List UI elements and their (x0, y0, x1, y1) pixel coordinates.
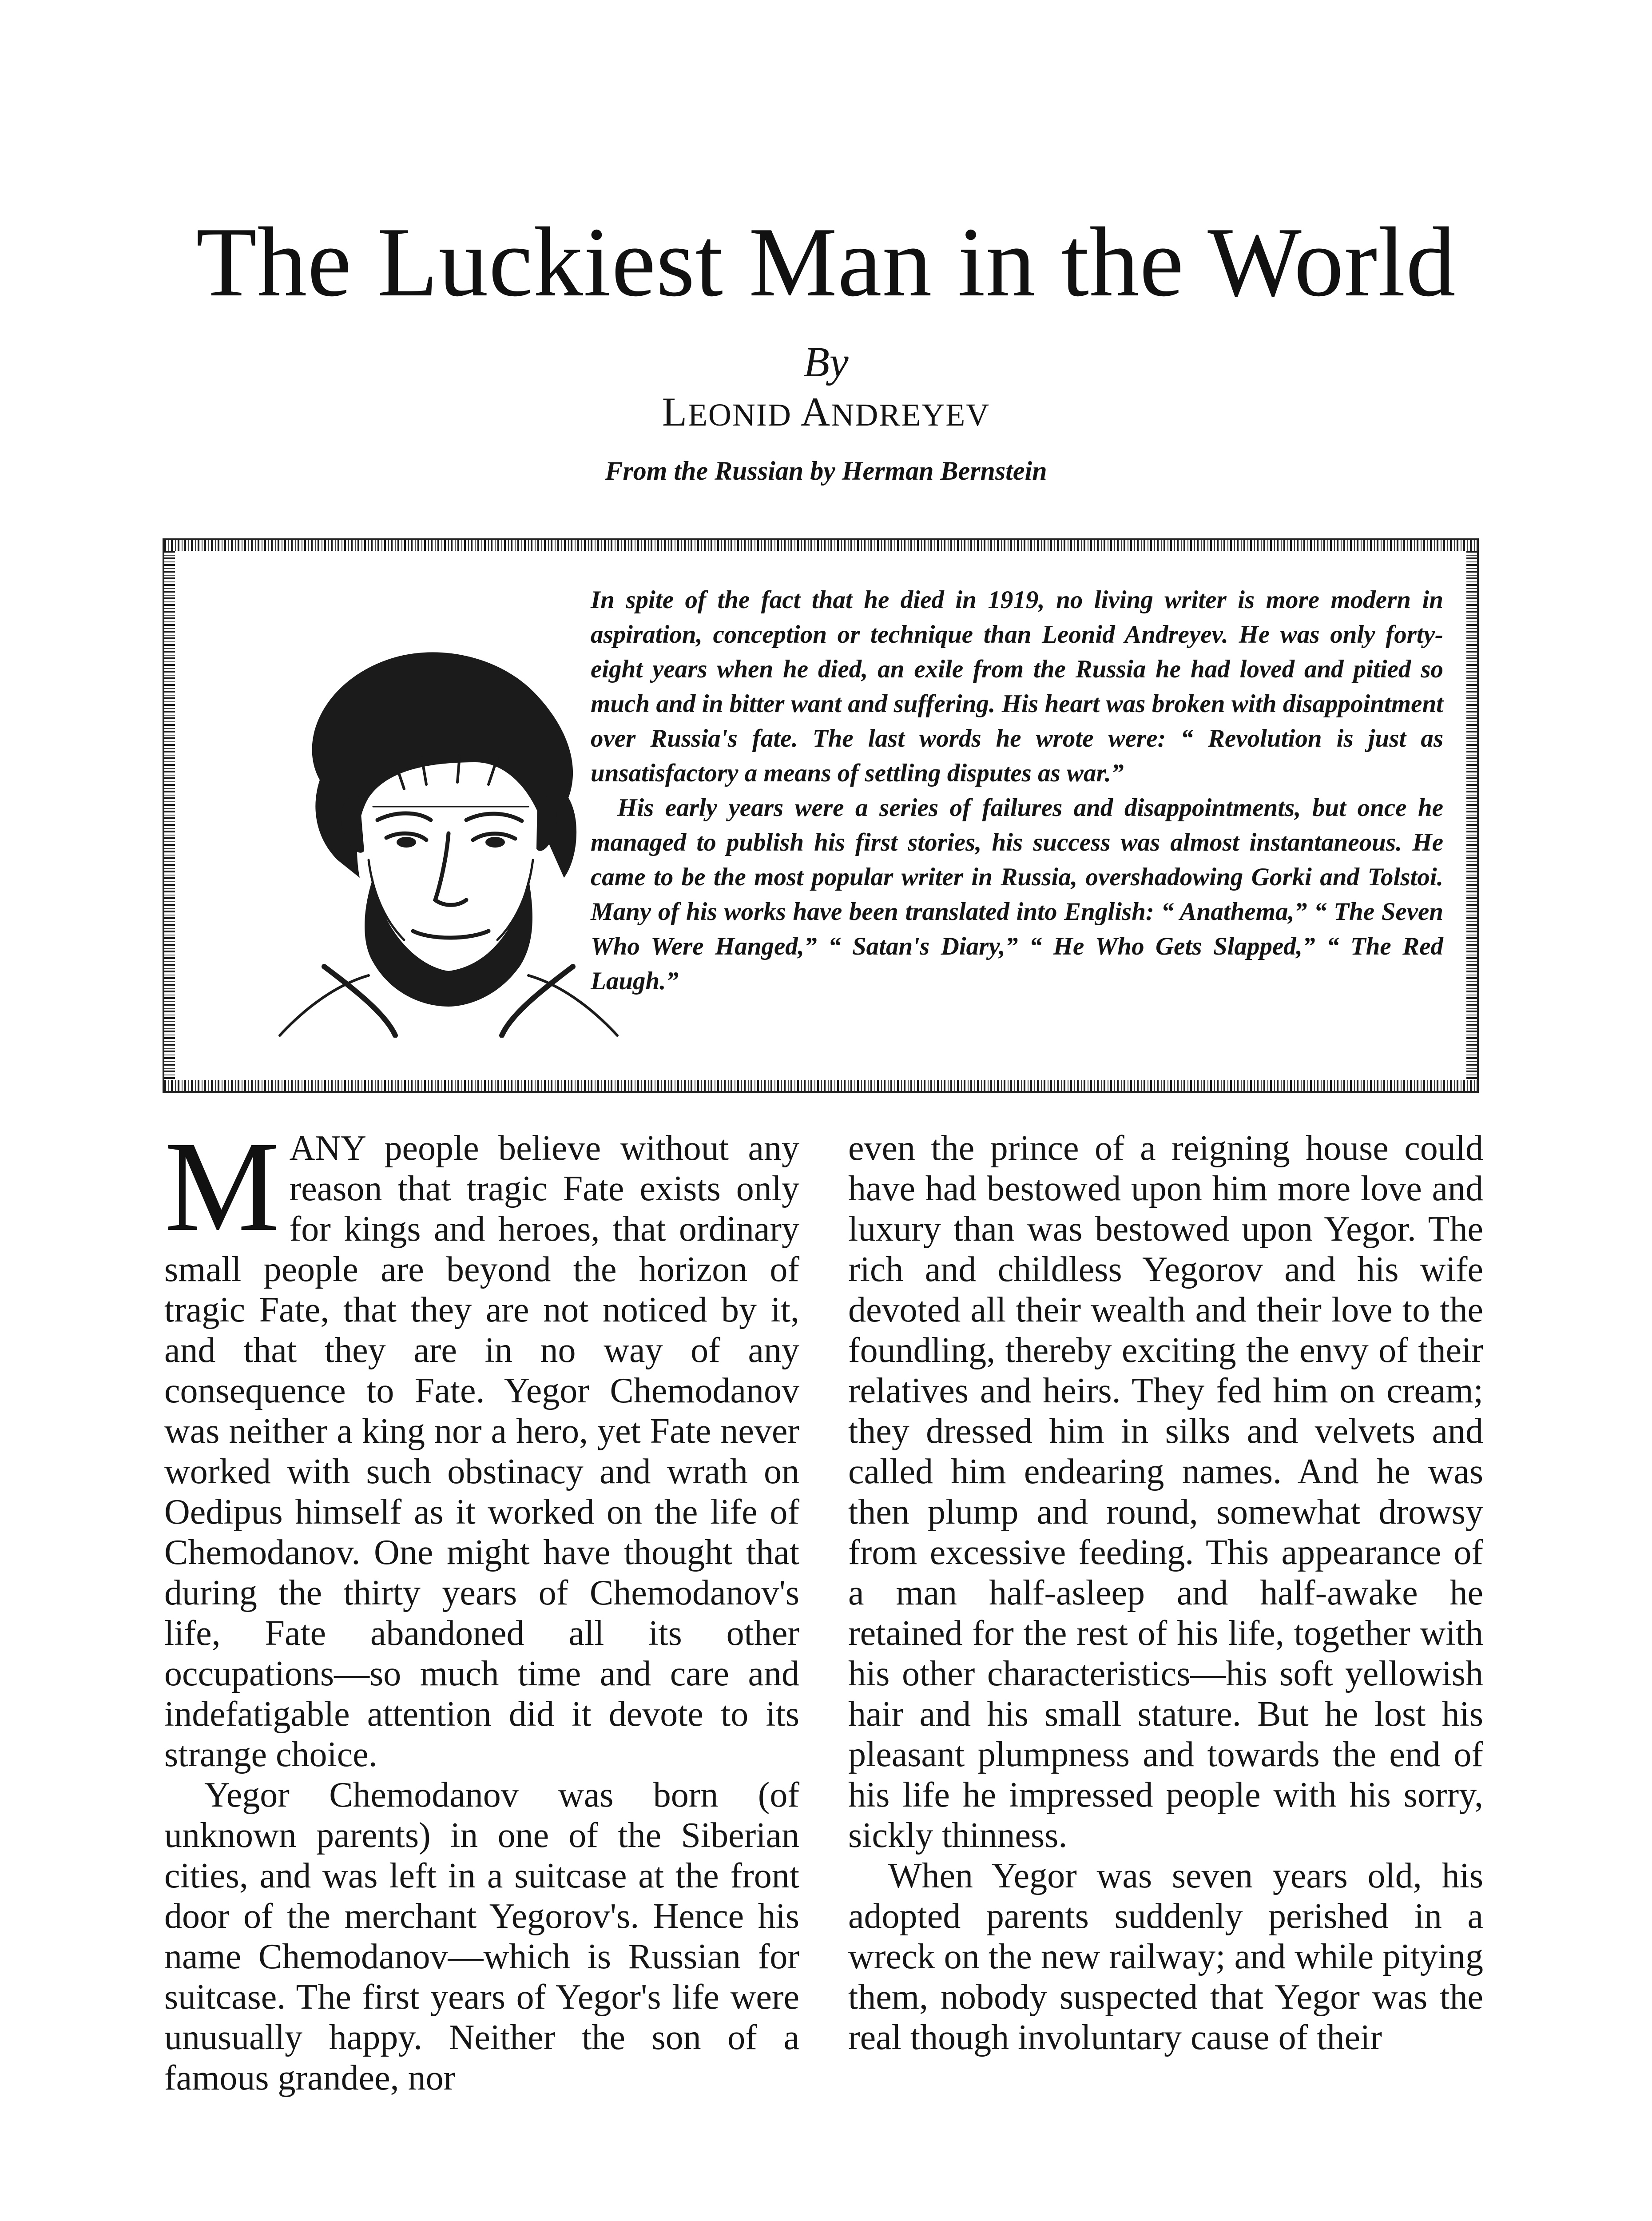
body-paragraph: Yegor Chemodanov was born (of unknown parents) in one of the Siberian cities, and was left in a suitcase at the front door of the merchant Yegorov's. Hence his name Chemodanov—which is Russian for suitcase. The first years of Yegor's life were unusually happy. Neither the son of a famous grandee, nor (164, 1775, 799, 2098)
box-border-bottom (164, 1080, 1477, 1091)
body-paragraph: even the prince of a reigning house could have had bestowed upon him more love and luxury than was bestowed upon Yegor. The rich and childless Yegorov and his wife devoted all their wealth and their love to the foundling, thereby exciting the envy of their relatives and heirs. They fed him on cream; they dressed him in silks and velvets and called him endearing names. And he was then plump and round, somewhat drowsy from excessive feeding. This appearance of a man half-asleep and half-awake he retained for the rest of his life, together with his other characteristics—his soft yellowish hair and his small stature. But he lost his pleasant plumpness and towards the end of his life he impressed people with his sorry, sickly thinness. (848, 1129, 1483, 1855)
byline: By (803, 338, 849, 386)
body-paragraph: When Yegor was seven years old, his adopted parents suddenly perished in a wreck on the new railway; and while pitying them, nobody suspected that Yegor was the real though involuntary cause of their (848, 1856, 1483, 2057)
article-title: The Luckiest Man in the World (196, 207, 1456, 317)
drop-cap: M (164, 1115, 280, 1258)
body-paragraph (164, 1115, 799, 1775)
author-name (0, 387, 1652, 439)
box-border-right (1466, 551, 1477, 1080)
box-border-left (164, 551, 175, 1080)
intro-box (163, 538, 1479, 1093)
author-last-initial: A (800, 389, 831, 434)
intro-paragraph: His early years were a series of failures and disappointments, but once he managed to publish his first stories, his success was almost instantaneous. He came to be the most popular writer in Russia, overshadowing Gorki and Tolstoi. Many of his works have been translated into English: “ Anathema,” “ The Seven Who Were Hanged,” “ Satan's Diary,” “ He Who Gets Slapped,” “ The Red Laugh.” (591, 794, 1443, 995)
body-paragraph-text: ANY people believe without any reason that tragic Fate exists only for kings and heroes, that ordinary small people are beyond the horizon of tragic Fate, that they are not noticed by it, and that they are in no way of any consequence to Fate. Yegor Chemodanov was neither a king nor a hero, yet Fate never worked with such obstinacy and wrath on Oedipus himself as it worked on the life of Chemodanov. One might have thought that during the thirty years of Chemodanov's life, Fate abandoned all its other occupations—so much time and care and indefatigable attention did it devote to its strange choice. (164, 1129, 799, 1774)
author-first-rest: EONID (687, 397, 792, 433)
author-last-rest: NDREYEV (831, 397, 990, 433)
body-column-left (164, 1115, 799, 2098)
intro-text (591, 583, 1443, 999)
body-column-right (848, 1128, 1483, 2058)
translator-credit: From the Russian by Herman Bernstein (605, 456, 1047, 486)
author-first-initial: L (662, 389, 688, 434)
intro-paragraph: In spite of the fact that he died in 1919, no living writer is more modern in aspiration, conception or technique than Leonid Andreyev. He was only forty-eight years when he died, an exile from the Russia he had loved and pitied so much and in bitter want and suffering. His heart was broken with disappointment over Russia's fate. The last words he wrote were: “ Revolution is just as unsatisfactory a means of settling disputes as war.” (591, 586, 1443, 787)
box-border-top (164, 540, 1477, 551)
